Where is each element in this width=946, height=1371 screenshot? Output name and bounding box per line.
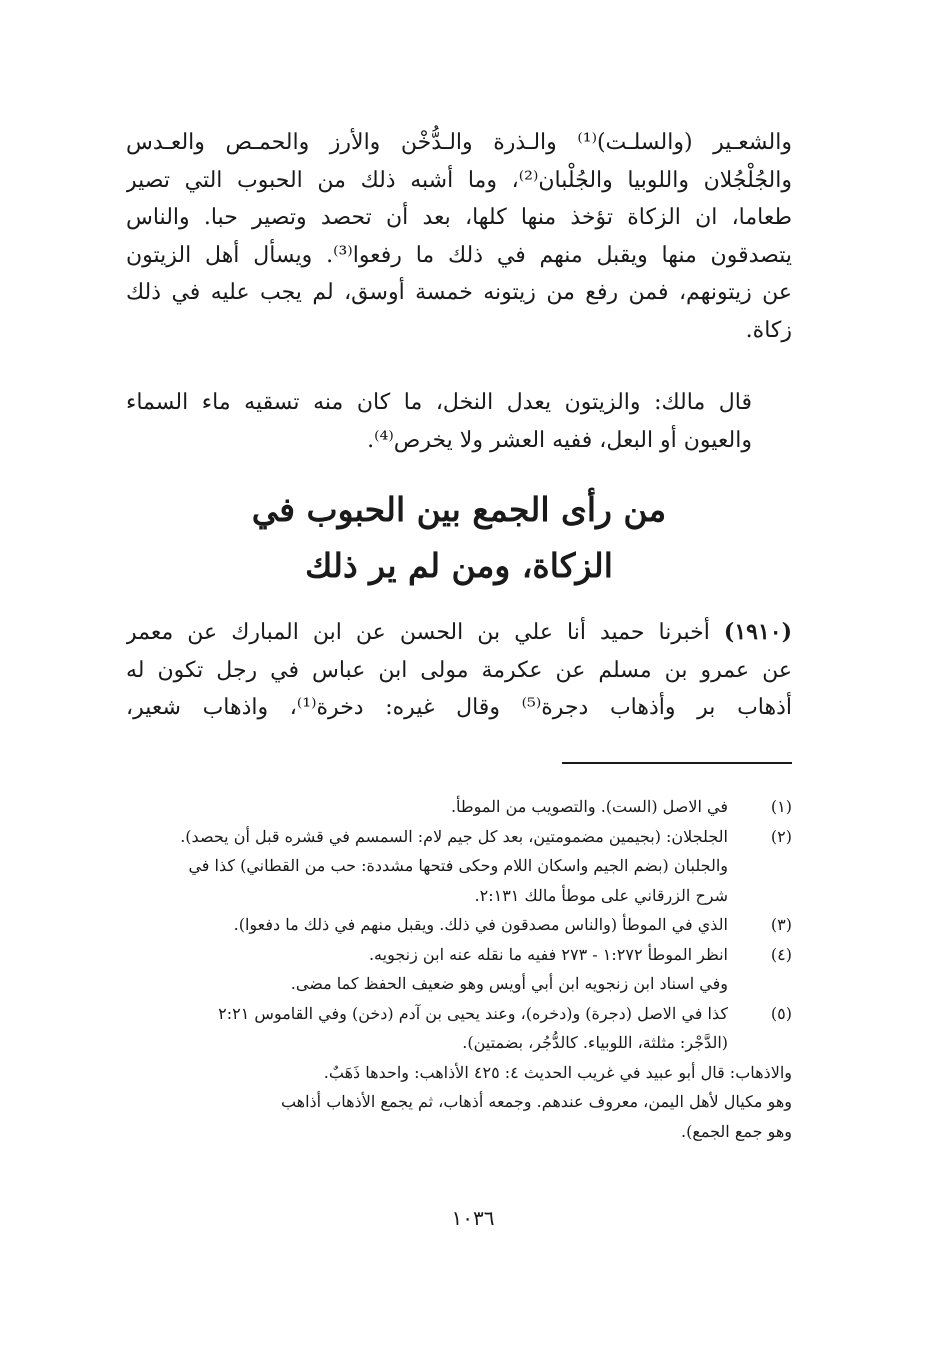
footnote-text [118, 999, 728, 1058]
text-line: عن زيتونهم، فمن رفع من زيتونه خمسة أوسق، لم يجب عليه في ذلك [126, 280, 792, 305]
footnotes [118, 792, 792, 1146]
footnote [118, 999, 792, 1058]
hadith-entry [126, 614, 792, 727]
heading-line: من رأى الجمع بين الحبوب في [251, 490, 667, 529]
footnote-line: وهو مكيال لأهل اليمن، معروف عندهم. وجمعه أذهاب، ثم يجمع الأذهاب أذاهب [280, 1092, 792, 1111]
footnote-continuation [118, 1058, 792, 1147]
entry-number: (١٩١٠) [723, 619, 792, 645]
footnote-text [118, 910, 728, 940]
footnote-line: والجلبان (بضم الجيم واسكان اللام وحكى فتحها مشددة: حب من القطاني) كذا في [188, 856, 728, 875]
footnote-number: (٣) [770, 915, 792, 934]
footnote [118, 822, 792, 911]
footnote-line: الذي في الموطأ (والناس مصدقون في ذلك. ويقبل منهم في ذلك ما دفعوا). [233, 915, 728, 934]
paragraph-malik-olives [126, 384, 792, 459]
chapter-heading [126, 482, 792, 594]
footnote-text [118, 940, 728, 999]
footnote-number: (٢) [770, 826, 792, 846]
page-number: ١٠٣٦ [451, 1206, 495, 1230]
footnote-line: انظر الموطأ ١:٢٧٢ - ٢٧٣ ففيه ما نقله عنه ابن زنجويه. [368, 944, 728, 964]
footnote-line: وفي اسناد ابن زنجويه ابن أبي أويس وهو ضعيف الحفظ كما مضى. [290, 974, 728, 993]
footnote-text [118, 822, 728, 911]
text-line: والجُلْجُلان واللوبيا والجُلْبان⁽²⁾، وما أشبه ذلك من الحبوب التي تصير [126, 167, 792, 193]
paragraph-zakat-grains [126, 124, 792, 349]
entry-text: أخبرنا حميد أنا علي بن الحسن عن ابن المبارك عن معمر [126, 620, 724, 645]
footnote-line: في الاصل (الست). والتصويب من الموطأ. [450, 797, 728, 816]
footnote-number: (١) [770, 797, 792, 816]
footnote-number: (٤) [770, 944, 792, 964]
text-line [126, 614, 792, 652]
footnote-divider [562, 762, 792, 764]
footnote-number: (٥) [770, 1003, 792, 1023]
footnote-line: كذا في الاصل (دجرة) و(دخره)، وعند يحيى بن آدم (دخن) وفي القاموس ٢:٢١ [218, 1003, 728, 1023]
text-line: عن عمرو بن مسلم عن عكرمة مولى ابن عباس في رجل تكون له [126, 657, 792, 683]
text-line: زكاة. [745, 317, 792, 343]
text-line: والعيون أو البعل، ففيه العشر ولا يخرص⁽⁴⁾. [367, 427, 752, 453]
text-line: طعاما، ان الزكاة تؤخذ منها كلها، بعد أن تحصد وتصير حبا. والناس [126, 205, 792, 230]
footnote-line: وهو جمع الجمع). [681, 1121, 792, 1141]
footnote [118, 792, 792, 822]
footnote-line: والاذهاب: قال أبو عبيد في غريب الحديث ٤: ٤٢٥ الأذاهب: واحدها ذَهَبٌ. [323, 1062, 792, 1082]
footnote-line: (الدَّجْر: مثلثة، اللوبياء. كالدُّجُر، بضمتين). [462, 1033, 728, 1052]
text-line: والشعـير (والسلـت)⁽¹⁾ والـذرة والـدُّخْن والأرز والحمـص والعـدس [126, 130, 792, 155]
heading-line: الزكاة، ومن لم ير ذلك [305, 546, 613, 585]
footnote-text [118, 792, 728, 822]
footnote-line: شرح الزرقاني على موطأ مالك ٢:١٣١. [474, 885, 728, 905]
footnote [118, 910, 792, 940]
footnote-line: الجلجلان: (بجيمين مضمومتين، بعد كل جيم لام: السمسم في قشره قبل أن يحصد). [180, 826, 728, 846]
footnote [118, 940, 792, 999]
text-line: يتصدقون منها ويقبل منهم في ذلك ما رفعوا⁽³⁾. ويسأل أهل الزيتون [126, 242, 792, 268]
text-line: أذهاب بر وأذهاب دجرة⁽⁵⁾ وقال غيره: دخرة⁽¹⁾، واذهاب شعير، [126, 695, 792, 720]
text-line: قال مالك: والزيتون يعدل النخل، ما كان منه تسقيه ماء السماء [126, 390, 752, 415]
